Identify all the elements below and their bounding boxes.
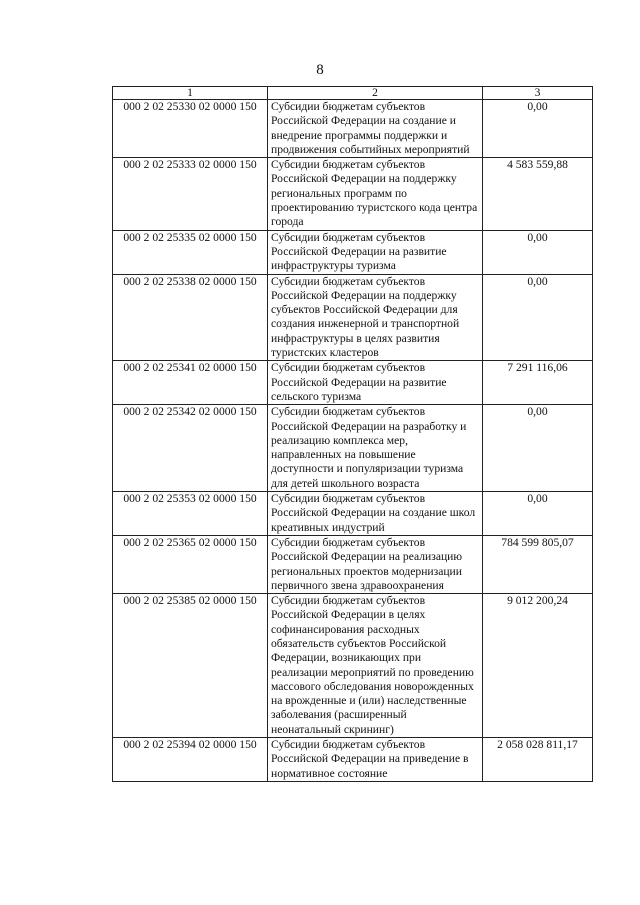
amount-cell: 2 058 028 811,17 bbox=[483, 738, 593, 782]
description-cell: Субсидии бюджетам субъектов Российской Федерации на развитие сельского туризма bbox=[268, 361, 483, 405]
amount-cell: 0,00 bbox=[483, 492, 593, 536]
description-cell: Субсидии бюджетам субъектов Российской Федерации на поддержку региональных программ по проектированию туристского кода центра города bbox=[268, 158, 483, 230]
budget-code-cell: 000 2 02 25342 02 0000 150 bbox=[113, 405, 268, 492]
table-row bbox=[113, 405, 593, 492]
amount-cell: 0,00 bbox=[483, 405, 593, 492]
amount-cell: 9 012 200,24 bbox=[483, 594, 593, 738]
amount-cell: 0,00 bbox=[483, 230, 593, 274]
amount-cell: 4 583 559,88 bbox=[483, 158, 593, 230]
budget-code-cell: 000 2 02 25385 02 0000 150 bbox=[113, 594, 268, 738]
budget-code-cell: 000 2 02 25365 02 0000 150 bbox=[113, 535, 268, 593]
budget-revenue-table bbox=[112, 86, 593, 782]
budget-code-cell: 000 2 02 25394 02 0000 150 bbox=[113, 738, 268, 782]
budget-code-cell: 000 2 02 25335 02 0000 150 bbox=[113, 230, 268, 274]
column-header-code: 1 bbox=[113, 87, 268, 100]
description-cell: Субсидии бюджетам субъектов Российской Федерации на приведение в нормативное состояние bbox=[268, 738, 483, 782]
budget-code-cell: 000 2 02 25330 02 0000 150 bbox=[113, 100, 268, 158]
description-cell: Субсидии бюджетам субъектов Российской Федерации на создание школ креативных индустрий bbox=[268, 492, 483, 536]
description-cell: Субсидии бюджетам субъектов Российской Федерации на реализацию региональных проектов модернизации первичного звена здравоохранения bbox=[268, 535, 483, 593]
budget-code-cell: 000 2 02 25341 02 0000 150 bbox=[113, 361, 268, 405]
budget-code-cell: 000 2 02 25333 02 0000 150 bbox=[113, 158, 268, 230]
description-cell: Субсидии бюджетам субъектов Российской Федерации в целях софинансирования расходных обязательств субъектов Российской Федерации, возникающих при реализации мероприятий по проведению массового обследования новорожденных на врожденные и (или) наследственные заболевания (расширенный неонатальный скрининг) bbox=[268, 594, 483, 738]
amount-cell: 0,00 bbox=[483, 100, 593, 158]
table-row bbox=[113, 274, 593, 361]
description-cell: Субсидии бюджетам субъектов Российской Федерации на поддержку субъектов Российской Федерации для создания инженерной и транспортной инфраструктуры в целях развития туристских кластеров bbox=[268, 274, 483, 361]
description-cell: Субсидии бюджетам субъектов Российской Федерации на создание и внедрение программы поддержки и продвижения событийных мероприятий bbox=[268, 100, 483, 158]
table-row bbox=[113, 594, 593, 738]
amount-cell: 784 599 805,07 bbox=[483, 535, 593, 593]
amount-cell: 7 291 116,06 bbox=[483, 361, 593, 405]
budget-code-cell: 000 2 02 25353 02 0000 150 bbox=[113, 492, 268, 536]
budget-code-cell: 000 2 02 25338 02 0000 150 bbox=[113, 274, 268, 361]
description-cell: Субсидии бюджетам субъектов Российской Федерации на разработку и реализацию комплекса мер, направленных на повышение доступности и популяризации туризма для детей школьного возраста bbox=[268, 405, 483, 492]
table-row bbox=[113, 158, 593, 230]
table-row bbox=[113, 738, 593, 782]
table-row bbox=[113, 100, 593, 158]
description-cell: Субсидии бюджетам субъектов Российской Федерации на развитие инфраструктуры туризма bbox=[268, 230, 483, 274]
table-row bbox=[113, 361, 593, 405]
table-row bbox=[113, 230, 593, 274]
table-header-row bbox=[113, 87, 593, 100]
page-number: 8 bbox=[316, 62, 324, 78]
column-header-amount: 3 bbox=[483, 87, 593, 100]
amount-cell: 0,00 bbox=[483, 274, 593, 361]
column-header-description: 2 bbox=[268, 87, 483, 100]
table-row bbox=[113, 492, 593, 536]
table-row bbox=[113, 535, 593, 593]
